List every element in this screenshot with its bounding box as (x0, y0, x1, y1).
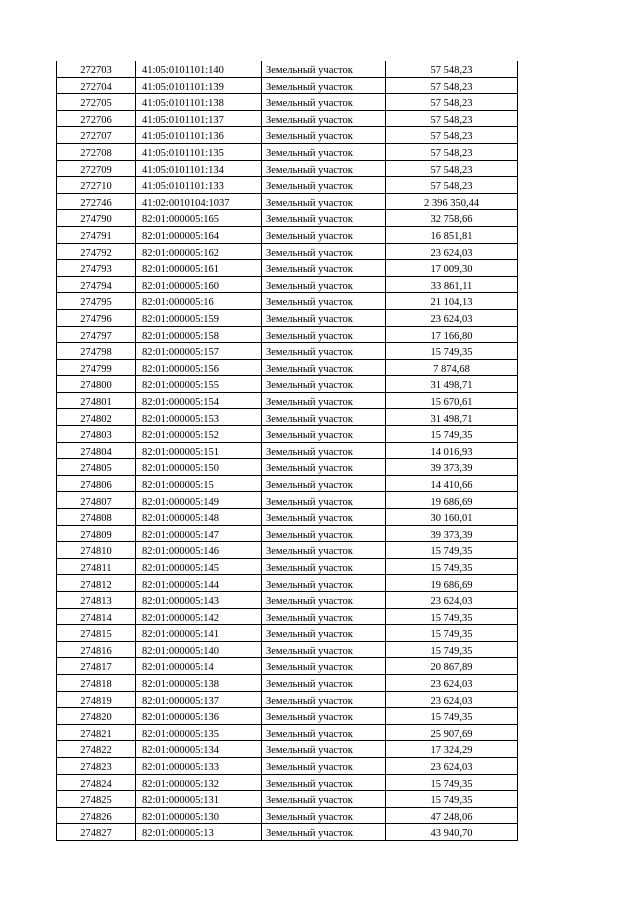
record-id-cell: 274793 (57, 260, 136, 277)
record-id-cell: 274821 (57, 724, 136, 741)
cadastral-number-cell: 82:01:000005:154 (136, 392, 262, 409)
record-id-cell: 274823 (57, 757, 136, 774)
object-type-cell: Земельный участок (262, 226, 386, 243)
record-id-cell: 274816 (57, 641, 136, 658)
value-cell: 16 851,81 (386, 226, 518, 243)
object-type-cell: Земельный участок (262, 177, 386, 194)
value-cell: 15 749,35 (386, 708, 518, 725)
value-cell: 57 548,23 (386, 160, 518, 177)
value-cell: 21 104,13 (386, 293, 518, 310)
record-id-cell: 274808 (57, 509, 136, 526)
value-cell: 57 548,23 (386, 177, 518, 194)
object-type-cell: Земельный участок (262, 592, 386, 609)
value-cell: 15 749,35 (386, 625, 518, 642)
value-cell: 20 867,89 (386, 658, 518, 675)
object-type-cell: Земельный участок (262, 359, 386, 376)
table-row (57, 177, 518, 194)
table-row (57, 110, 518, 127)
object-type-cell: Земельный участок (262, 110, 386, 127)
table-row (57, 658, 518, 675)
table-row (57, 492, 518, 509)
object-type-cell: Земельный участок (262, 326, 386, 343)
value-cell: 17 166,80 (386, 326, 518, 343)
table-row (57, 160, 518, 177)
record-id-cell: 274812 (57, 575, 136, 592)
object-type-cell: Земельный участок (262, 160, 386, 177)
record-id-cell: 274796 (57, 309, 136, 326)
table-row (57, 641, 518, 658)
table-row (57, 674, 518, 691)
cadastral-number-cell: 82:01:000005:146 (136, 542, 262, 559)
value-cell: 23 624,03 (386, 674, 518, 691)
cadastral-number-cell: 82:01:000005:141 (136, 625, 262, 642)
cadastral-number-cell: 82:01:000005:164 (136, 226, 262, 243)
cadastral-number-cell: 82:01:000005:13 (136, 824, 262, 841)
table-row (57, 741, 518, 758)
record-id-cell: 274803 (57, 426, 136, 443)
cadastral-number-cell: 41:05:0101101:136 (136, 127, 262, 144)
cadastral-number-cell: 82:01:000005:160 (136, 276, 262, 293)
value-cell: 14 016,93 (386, 442, 518, 459)
object-type-cell: Земельный участок (262, 293, 386, 310)
cadastral-number-cell: 82:01:000005:134 (136, 741, 262, 758)
value-cell: 23 624,03 (386, 757, 518, 774)
object-type-cell: Земельный участок (262, 309, 386, 326)
table-row (57, 824, 518, 841)
cadastral-number-cell: 82:01:000005:161 (136, 260, 262, 277)
record-id-cell: 274809 (57, 525, 136, 542)
table-row (57, 392, 518, 409)
value-cell: 47 248,06 (386, 807, 518, 824)
table-row (57, 343, 518, 360)
record-id-cell: 274806 (57, 475, 136, 492)
table-row (57, 61, 518, 77)
object-type-cell: Земельный участок (262, 276, 386, 293)
value-cell: 33 861,11 (386, 276, 518, 293)
cadastral-number-cell: 82:01:000005:165 (136, 210, 262, 227)
table-row (57, 243, 518, 260)
object-type-cell: Земельный участок (262, 824, 386, 841)
object-type-cell: Земельный участок (262, 757, 386, 774)
value-cell: 57 548,23 (386, 94, 518, 111)
table-row (57, 724, 518, 741)
cadastral-number-cell: 41:05:0101101:139 (136, 77, 262, 94)
cadastral-number-cell: 82:01:000005:130 (136, 807, 262, 824)
record-id-cell: 274802 (57, 409, 136, 426)
object-type-cell: Земельный участок (262, 509, 386, 526)
object-type-cell: Земельный участок (262, 691, 386, 708)
table-row (57, 558, 518, 575)
cadastral-number-cell: 82:01:000005:150 (136, 459, 262, 476)
value-cell: 23 624,03 (386, 592, 518, 609)
table-row (57, 326, 518, 343)
value-cell: 15 749,35 (386, 542, 518, 559)
record-id-cell: 274800 (57, 376, 136, 393)
cadastral-number-cell: 82:01:000005:157 (136, 343, 262, 360)
object-type-cell: Земельный участок (262, 774, 386, 791)
object-type-cell: Земельный участок (262, 94, 386, 111)
record-id-cell: 274819 (57, 691, 136, 708)
table-row (57, 459, 518, 476)
table-row (57, 509, 518, 526)
object-type-cell: Земельный участок (262, 193, 386, 210)
table-row (57, 625, 518, 642)
value-cell: 31 498,71 (386, 409, 518, 426)
table-row (57, 542, 518, 559)
value-cell: 15 749,35 (386, 426, 518, 443)
cadastral-number-cell: 82:01:000005:148 (136, 509, 262, 526)
value-cell: 15 749,35 (386, 791, 518, 808)
table-row (57, 359, 518, 376)
cadastral-number-cell: 82:01:000005:159 (136, 309, 262, 326)
record-id-cell: 274825 (57, 791, 136, 808)
table-row (57, 409, 518, 426)
record-id-cell: 274799 (57, 359, 136, 376)
value-cell: 57 548,23 (386, 110, 518, 127)
record-id-cell: 274792 (57, 243, 136, 260)
value-cell: 17 324,29 (386, 741, 518, 758)
record-id-cell: 274813 (57, 592, 136, 609)
cadastral-number-cell: 41:05:0101101:137 (136, 110, 262, 127)
record-id-cell: 274798 (57, 343, 136, 360)
table-row (57, 226, 518, 243)
value-cell: 15 670,61 (386, 392, 518, 409)
cadastral-number-cell: 82:01:000005:133 (136, 757, 262, 774)
object-type-cell: Земельный участок (262, 127, 386, 144)
table-row (57, 807, 518, 824)
record-id-cell: 274820 (57, 708, 136, 725)
cadastral-number-cell: 41:05:0101101:135 (136, 143, 262, 160)
cadastral-number-cell: 82:01:000005:16 (136, 293, 262, 310)
object-type-cell: Земельный участок (262, 608, 386, 625)
table-row (57, 426, 518, 443)
object-type-cell: Земельный участок (262, 426, 386, 443)
value-cell: 39 373,39 (386, 459, 518, 476)
table-row (57, 94, 518, 111)
table-row (57, 260, 518, 277)
record-id-cell: 274807 (57, 492, 136, 509)
object-type-cell: Земельный участок (262, 542, 386, 559)
cadastral-number-cell: 82:01:000005:131 (136, 791, 262, 808)
value-cell: 19 686,69 (386, 575, 518, 592)
table-row (57, 691, 518, 708)
table-row (57, 193, 518, 210)
object-type-cell: Земельный участок (262, 442, 386, 459)
record-id-cell: 274815 (57, 625, 136, 642)
object-type-cell: Земельный участок (262, 674, 386, 691)
record-id-cell: 274791 (57, 226, 136, 243)
value-cell: 15 749,35 (386, 641, 518, 658)
cadastral-number-cell: 82:01:000005:138 (136, 674, 262, 691)
record-id-cell: 274805 (57, 459, 136, 476)
value-cell: 57 548,23 (386, 127, 518, 144)
object-type-cell: Земельный участок (262, 558, 386, 575)
value-cell: 2 396 350,44 (386, 193, 518, 210)
table-row (57, 525, 518, 542)
value-cell: 23 624,03 (386, 243, 518, 260)
cadastral-number-cell: 82:01:000005:153 (136, 409, 262, 426)
value-cell: 57 548,23 (386, 143, 518, 160)
value-cell: 7 874,68 (386, 359, 518, 376)
table-row (57, 791, 518, 808)
value-cell: 15 749,35 (386, 608, 518, 625)
cadastral-number-cell: 82:01:000005:137 (136, 691, 262, 708)
object-type-cell: Земельный участок (262, 658, 386, 675)
value-cell: 23 624,03 (386, 309, 518, 326)
value-cell: 57 548,23 (386, 61, 518, 77)
cadastral-number-cell: 41:05:0101101:140 (136, 61, 262, 77)
record-id-cell: 274824 (57, 774, 136, 791)
value-cell: 39 373,39 (386, 525, 518, 542)
record-id-cell: 274826 (57, 807, 136, 824)
value-cell: 15 749,35 (386, 774, 518, 791)
cadastral-number-cell: 82:01:000005:135 (136, 724, 262, 741)
record-id-cell: 272704 (57, 77, 136, 94)
table-row (57, 708, 518, 725)
object-type-cell: Земельный участок (262, 807, 386, 824)
value-cell: 25 907,69 (386, 724, 518, 741)
object-type-cell: Земельный участок (262, 525, 386, 542)
land-plot-table (56, 61, 518, 841)
object-type-cell: Земельный участок (262, 475, 386, 492)
record-id-cell: 274797 (57, 326, 136, 343)
value-cell: 30 160,01 (386, 509, 518, 526)
table-row (57, 442, 518, 459)
table-row (57, 143, 518, 160)
record-id-cell: 274801 (57, 392, 136, 409)
table-row (57, 309, 518, 326)
cadastral-number-cell: 82:01:000005:158 (136, 326, 262, 343)
record-id-cell: 274795 (57, 293, 136, 310)
record-id-cell: 274811 (57, 558, 136, 575)
cadastral-number-cell: 82:01:000005:149 (136, 492, 262, 509)
cadastral-number-cell: 41:05:0101101:134 (136, 160, 262, 177)
object-type-cell: Земельный участок (262, 343, 386, 360)
object-type-cell: Земельный участок (262, 77, 386, 94)
table-row (57, 77, 518, 94)
value-cell: 43 940,70 (386, 824, 518, 841)
cadastral-number-cell: 82:01:000005:155 (136, 376, 262, 393)
object-type-cell: Земельный участок (262, 492, 386, 509)
record-id-cell: 272705 (57, 94, 136, 111)
table-body (57, 61, 518, 840)
record-id-cell: 272746 (57, 193, 136, 210)
value-cell: 23 624,03 (386, 691, 518, 708)
value-cell: 32 758,66 (386, 210, 518, 227)
cadastral-number-cell: 82:01:000005:144 (136, 575, 262, 592)
cadastral-number-cell: 41:02:0010104:1037 (136, 193, 262, 210)
record-id-cell: 272710 (57, 177, 136, 194)
record-id-cell: 274804 (57, 442, 136, 459)
table-row (57, 376, 518, 393)
record-id-cell: 274794 (57, 276, 136, 293)
object-type-cell: Земельный участок (262, 641, 386, 658)
cadastral-number-cell: 82:01:000005:147 (136, 525, 262, 542)
object-type-cell: Земельный участок (262, 791, 386, 808)
table-row (57, 757, 518, 774)
cadastral-number-cell: 82:01:000005:142 (136, 608, 262, 625)
record-id-cell: 274810 (57, 542, 136, 559)
object-type-cell: Земельный участок (262, 459, 386, 476)
table-row (57, 575, 518, 592)
object-type-cell: Земельный участок (262, 741, 386, 758)
table-row (57, 210, 518, 227)
object-type-cell: Земельный участок (262, 409, 386, 426)
value-cell: 14 410,66 (386, 475, 518, 492)
record-id-cell: 272703 (57, 61, 136, 77)
object-type-cell: Земельный участок (262, 575, 386, 592)
record-id-cell: 272707 (57, 127, 136, 144)
record-id-cell: 272708 (57, 143, 136, 160)
object-type-cell: Земельный участок (262, 625, 386, 642)
table-row (57, 276, 518, 293)
cadastral-number-cell: 41:05:0101101:133 (136, 177, 262, 194)
cadastral-number-cell: 82:01:000005:145 (136, 558, 262, 575)
table-row (57, 127, 518, 144)
object-type-cell: Земельный участок (262, 210, 386, 227)
cadastral-number-cell: 82:01:000005:143 (136, 592, 262, 609)
record-id-cell: 274817 (57, 658, 136, 675)
object-type-cell: Земельный участок (262, 392, 386, 409)
record-id-cell: 272706 (57, 110, 136, 127)
value-cell: 15 749,35 (386, 343, 518, 360)
cadastral-number-cell: 82:01:000005:151 (136, 442, 262, 459)
record-id-cell: 274827 (57, 824, 136, 841)
object-type-cell: Земельный участок (262, 376, 386, 393)
record-id-cell: 274790 (57, 210, 136, 227)
table-row (57, 475, 518, 492)
value-cell: 17 009,30 (386, 260, 518, 277)
cadastral-number-cell: 82:01:000005:136 (136, 708, 262, 725)
record-id-cell: 274822 (57, 741, 136, 758)
cadastral-number-cell: 82:01:000005:14 (136, 658, 262, 675)
object-type-cell: Земельный участок (262, 724, 386, 741)
cadastral-number-cell: 82:01:000005:140 (136, 641, 262, 658)
object-type-cell: Земельный участок (262, 260, 386, 277)
cadastral-number-cell: 82:01:000005:132 (136, 774, 262, 791)
value-cell: 57 548,23 (386, 77, 518, 94)
cadastral-number-cell: 82:01:000005:15 (136, 475, 262, 492)
table-row (57, 774, 518, 791)
record-id-cell: 274818 (57, 674, 136, 691)
cadastral-number-cell: 82:01:000005:162 (136, 243, 262, 260)
value-cell: 19 686,69 (386, 492, 518, 509)
value-cell: 15 749,35 (386, 558, 518, 575)
object-type-cell: Земельный участок (262, 243, 386, 260)
table-row (57, 293, 518, 310)
table-row (57, 592, 518, 609)
cadastral-number-cell: 41:05:0101101:138 (136, 94, 262, 111)
cadastral-number-cell: 82:01:000005:156 (136, 359, 262, 376)
object-type-cell: Земельный участок (262, 61, 386, 77)
record-id-cell: 272709 (57, 160, 136, 177)
table-row (57, 608, 518, 625)
object-type-cell: Земельный участок (262, 708, 386, 725)
record-id-cell: 274814 (57, 608, 136, 625)
value-cell: 31 498,71 (386, 376, 518, 393)
cadastral-number-cell: 82:01:000005:152 (136, 426, 262, 443)
object-type-cell: Земельный участок (262, 143, 386, 160)
